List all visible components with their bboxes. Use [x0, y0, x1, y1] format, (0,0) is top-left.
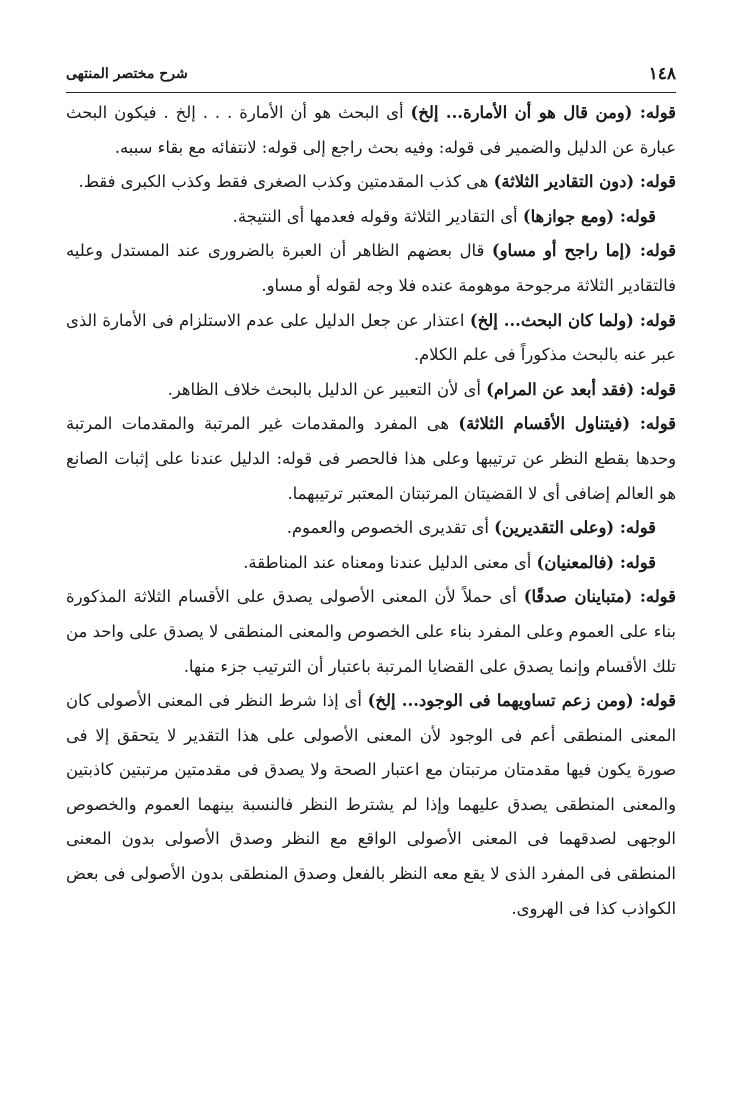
commentary-paragraph [66, 165, 676, 200]
commentary-paragraph [66, 200, 676, 235]
quoted-lemma: قوله: (ومن زعم تساويهما فى الوجود... إلخ) [367, 691, 676, 711]
commentary-paragraph [66, 96, 676, 165]
commentary-paragraph [66, 373, 676, 408]
quoted-lemma: قوله: (ومع جوازها) [522, 206, 656, 226]
commentary-text: قال بعضهم الظاهر أن العبرة بالضرورى عند المستدل وعليه فالتقادير الثلاثة مرجوحة موهومة عنده فلا وجه لقوله أو مساو. [66, 241, 676, 295]
running-title: شرح مختصر المنتهى [66, 66, 188, 82]
commentary-text: أى إذا شرط النظر فى المعنى الأصولى كان المعنى المنطقى أعم فى الوجود لأن المعنى الأصولى على هذا التقدير لا يتحقق إلا فى صورة يكون فيها مقدمتان مرتبتان مع اعتبار الصحة ولا يصدق فى مقدمتين مرتبتين كاذبتين والمعنى المنطقى يصدق عليهما وإذا لم يشترط النظر فالنسبة بينهما العموم والخصوص الوجهى لصدقهما فى المعنى الأصولى الواقع مع النظر وصدق الأصولى بدون المعنى المنطقى فى المفرد الذى لا يقع معه النظر بالفعل وصدق المنطقى بدون الأصولى فى بعض الكواذب كذا فى الهروى. [66, 691, 676, 918]
quoted-lemma: قوله: (وعلى التقديرين) [494, 518, 656, 538]
page-number: ١٤٨ [648, 64, 676, 84]
commentary-paragraph [66, 407, 676, 511]
quoted-lemma: قوله: (متباينان صدقًا) [523, 587, 676, 607]
quoted-lemma: قوله: (دون التقادير الثلاثة) [493, 172, 676, 192]
quoted-lemma: قوله: (إما راجح أو مساو) [491, 241, 677, 261]
page-body [66, 96, 676, 926]
quoted-lemma: قوله: (فالمعنيان) [536, 552, 656, 572]
commentary-text: اعتذار عن جعل الدليل على عدم الاستلزام فى الأمارة الذى عبر عنه بالبحث مذكوراً فى علم الكلام. [66, 310, 676, 365]
page-header [66, 62, 676, 93]
quoted-lemma: قوله: (فقد أبعد عن المرام) [486, 379, 676, 399]
commentary-text: هى المفرد والمقدمات غير المرتبة والمقدمات المرتبة وحدها بقطع النظر عن ترتيبها وعلى هذا فالحصر فى قوله: الدليل عندنا على إثبات الصانع هو العالم إضافى أى لا القضيتان المرتبتان المعتبر ترتيبهما. [66, 414, 676, 503]
quoted-lemma: قوله: (فيتناول الأقسام الثلاثة) [458, 414, 676, 434]
commentary-paragraph [66, 684, 676, 926]
commentary-text: أى تقديرى الخصوص والعموم. [286, 518, 495, 538]
commentary-paragraph [66, 304, 676, 373]
commentary-paragraph [66, 511, 676, 546]
quoted-lemma: قوله: (ولما كان البحث... إلخ) [469, 310, 676, 330]
commentary-text: أى البحث هو أن الأمارة . . . إلخ . فيكون البحث عبارة عن الدليل والضمير فى قوله: وفيه بحث راجع إلى قوله: لانتفائه مع بقاء سببه. [66, 103, 676, 157]
commentary-text: أى لأن التعبير عن الدليل بالبحث خلاف الظاهر. [167, 379, 487, 399]
commentary-paragraph [66, 580, 676, 684]
commentary-paragraph [66, 234, 676, 303]
commentary-paragraph [66, 546, 676, 581]
commentary-text: أى التقادير الثلاثة وقوله فعدمها أى النتيجة. [232, 206, 523, 226]
commentary-text: أى حملاً لأن المعنى الأصولى يصدق على الأقسام الثلاثة المذكورة بناء على العموم وعلى المفرد بناء على الخصوص والمعنى المنطقى لا يصدق على واحد من تلك الأقسام وإنما يصدق على القضايا المرتبة باعتبار أن الترتيب جزء منها. [66, 587, 676, 676]
commentary-text: هى كذب المقدمتين وكذب الصغرى فقط وكذب الكبرى فقط. [78, 172, 494, 192]
quoted-lemma: قوله: (ومن قال هو أن الأمارة... إلخ) [410, 103, 676, 122]
commentary-text: أى معنى الدليل عندنا ومعناه عند المناطقة. [243, 552, 537, 572]
